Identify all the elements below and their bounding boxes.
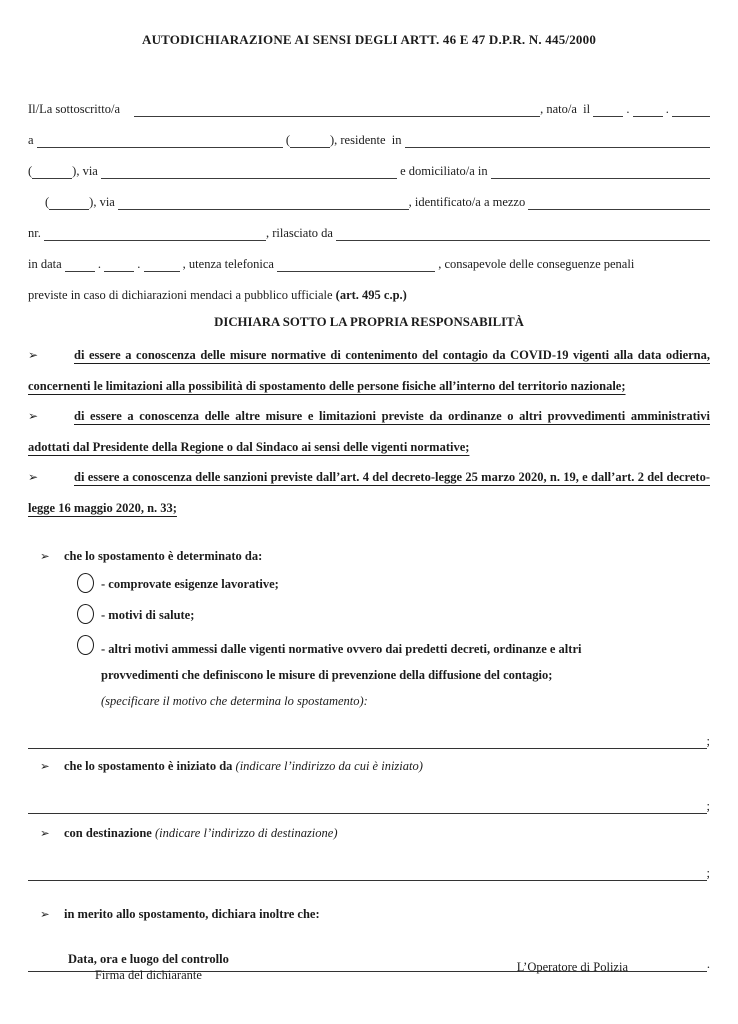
declaration-1-text: di essere a conoscenza delle misure normative di contenimento del contagio da COVID-19 vigenti alla data odierna, concernenti le limitazioni alla possibilità di spostamento delle persone fisiche all’interno del territorio nazionale; [28, 348, 710, 393]
birth-year-blank[interactable] [672, 101, 710, 117]
name-blank-field[interactable] [134, 101, 540, 117]
form-line-issue-date-phone [28, 241, 710, 272]
label-utenza: , utenza telefonica [179, 257, 278, 271]
option-work [77, 573, 710, 595]
issue-year-blank[interactable] [144, 256, 180, 272]
declarations-section [28, 340, 710, 523]
label-consapevole: , consapevole delle conseguenze penali [435, 257, 635, 271]
issuer-blank[interactable] [336, 225, 710, 241]
label-iniziato-note: (indicare l’indirizzo da cui è iniziato) [235, 759, 423, 773]
police-officer-label: L’Operatore di Polizia [516, 960, 628, 974]
declaration-heading: DICHIARA SOTTO LA PROPRIA RESPONSABILITÀ [214, 315, 524, 329]
control-label: Data, ora e luogo del controllo [68, 952, 229, 966]
paren-open: ( [45, 195, 50, 209]
phone-blank[interactable] [277, 256, 435, 272]
domicile-blank[interactable] [491, 163, 710, 179]
paren-open: ( [28, 164, 33, 178]
radio-work-icon[interactable] [77, 573, 94, 593]
radio-health-icon[interactable] [77, 604, 94, 624]
label-destinazione: con destinazione [64, 826, 155, 840]
issue-day-blank[interactable] [65, 256, 95, 272]
declaration-1 [28, 340, 710, 401]
option-health [77, 604, 710, 626]
birthplace-blank[interactable] [37, 132, 283, 148]
date-dot: . [623, 102, 633, 116]
label-rilasciato: , rilasciato da [265, 226, 337, 240]
option-other [77, 635, 710, 688]
signature-section [0, 952, 738, 983]
page-title: AUTODICHIARAZIONE AI SENSI DEGLI ARTT. 46 E 47 D.P.R. N. 445/2000 [141, 32, 597, 47]
reason-write-line [28, 731, 710, 749]
date-dot: . [662, 102, 672, 116]
period: . [706, 957, 710, 971]
bullet-arrow-icon: ➢ [28, 409, 39, 423]
domicile-street-blank[interactable] [118, 194, 409, 210]
movement-determinato-line [28, 549, 710, 564]
birth-month-blank[interactable] [633, 101, 663, 117]
issue-month-blank[interactable] [104, 256, 134, 272]
label-in-data: in data [28, 257, 65, 271]
label-sottoscritto: Il/La sottoscritto/a [28, 102, 120, 116]
bullet-arrow-icon: ➢ [28, 348, 39, 362]
option-other-label: - altri motivi ammessi dalle vigenti normative ovvero dai predetti decreti, ordinanze e altri provvedimenti che definiscono le misure di prevenzione della diffusione del contagio; [101, 642, 582, 682]
option-health-label: - motivi di salute; [101, 608, 195, 622]
destination-write-line [28, 863, 710, 881]
declarant-signature-block [68, 952, 229, 983]
date-dot: . [94, 257, 105, 271]
label-art495: (art. 495 c.p.) [335, 288, 407, 302]
label-a: a [28, 133, 37, 147]
bullet-arrow-icon: ➢ [28, 470, 39, 484]
bullet-arrow-icon: ➢ [40, 826, 50, 840]
label-destinazione-note: (indicare l’indirizzo di destinazione) [154, 826, 338, 840]
personal-data-section [28, 86, 710, 303]
reason-blank-field[interactable] [28, 733, 707, 749]
declaration-3 [28, 462, 710, 523]
bullet-arrow-icon: ➢ [40, 759, 50, 773]
label-residente: ), residente in [329, 133, 405, 147]
origin-line [28, 759, 710, 774]
destination-blank-field[interactable] [28, 865, 707, 881]
semicolon: ; [706, 734, 710, 748]
radio-other-icon[interactable] [77, 635, 94, 655]
date-dot: . [134, 257, 144, 271]
document-number-blank[interactable] [44, 225, 266, 241]
label-determinato: che lo spostamento è determinato da: [64, 549, 263, 563]
label-iniziato: che lo spostamento è iniziato da [64, 759, 236, 773]
birth-day-blank[interactable] [593, 101, 623, 117]
label-via: ), via [89, 195, 118, 209]
origin-blank-field[interactable] [28, 798, 707, 814]
id-document-blank[interactable] [528, 194, 710, 210]
option-work-label: - comprovate esigenze lavorative; [101, 577, 279, 591]
label-domiciliato: e domiciliato/a in [397, 164, 491, 178]
domicile-province-blank[interactable] [49, 194, 89, 210]
form-line-previste [28, 272, 710, 303]
label-nato: , nato/a il [540, 102, 594, 116]
residence-blank[interactable] [405, 132, 710, 148]
further-declaration-line [28, 907, 710, 922]
bullet-arrow-icon: ➢ [40, 907, 50, 921]
declaration-2-text: di essere a conoscenza delle altre misure e limitazioni previste da ordinanze o altri provvedimenti amministrativi adottati dal Presidente della Regione o dal Sindaco ai sensi delle vigenti normative; [28, 409, 710, 454]
semicolon: ; [706, 799, 710, 813]
declaration-3-text: di essere a conoscenza delle sanzioni previste dall’art. 4 del decreto-legge 25 marzo 2020, n. 19, e dall’art. 2 del decreto-legge 16 maggio 2020, n. 33; [28, 470, 710, 515]
paren-open: ( [282, 133, 290, 147]
residence-province-blank[interactable] [32, 163, 72, 179]
declaration-2 [28, 401, 710, 462]
form-line-birthplace [28, 117, 710, 148]
form-line-document-number [28, 210, 710, 241]
form-line-residence-street [28, 148, 710, 179]
label-nr: nr. [28, 226, 44, 240]
origin-write-line [28, 796, 710, 814]
form-line-name [28, 86, 710, 117]
label-merito: in merito allo spostamento, dichiara inoltre che: [64, 907, 320, 921]
residence-street-blank[interactable] [101, 163, 397, 179]
specify-reason-note: (specificare il motivo che determina lo spostamento): [101, 694, 368, 708]
form-line-domicile-street [28, 179, 710, 210]
semicolon: ; [706, 866, 710, 880]
province-blank[interactable] [290, 132, 330, 148]
bullet-arrow-icon: ➢ [40, 549, 50, 563]
label-via: ), via [72, 164, 101, 178]
label-previste: previste in caso di dichiarazioni mendaci a pubblico ufficiale [28, 288, 336, 302]
destination-line [28, 826, 710, 841]
movement-reason-section [28, 549, 710, 749]
label-identificato: , identificato/a a mezzo [408, 195, 529, 209]
declarant-signature-label: Firma del dichiarante [94, 968, 202, 982]
